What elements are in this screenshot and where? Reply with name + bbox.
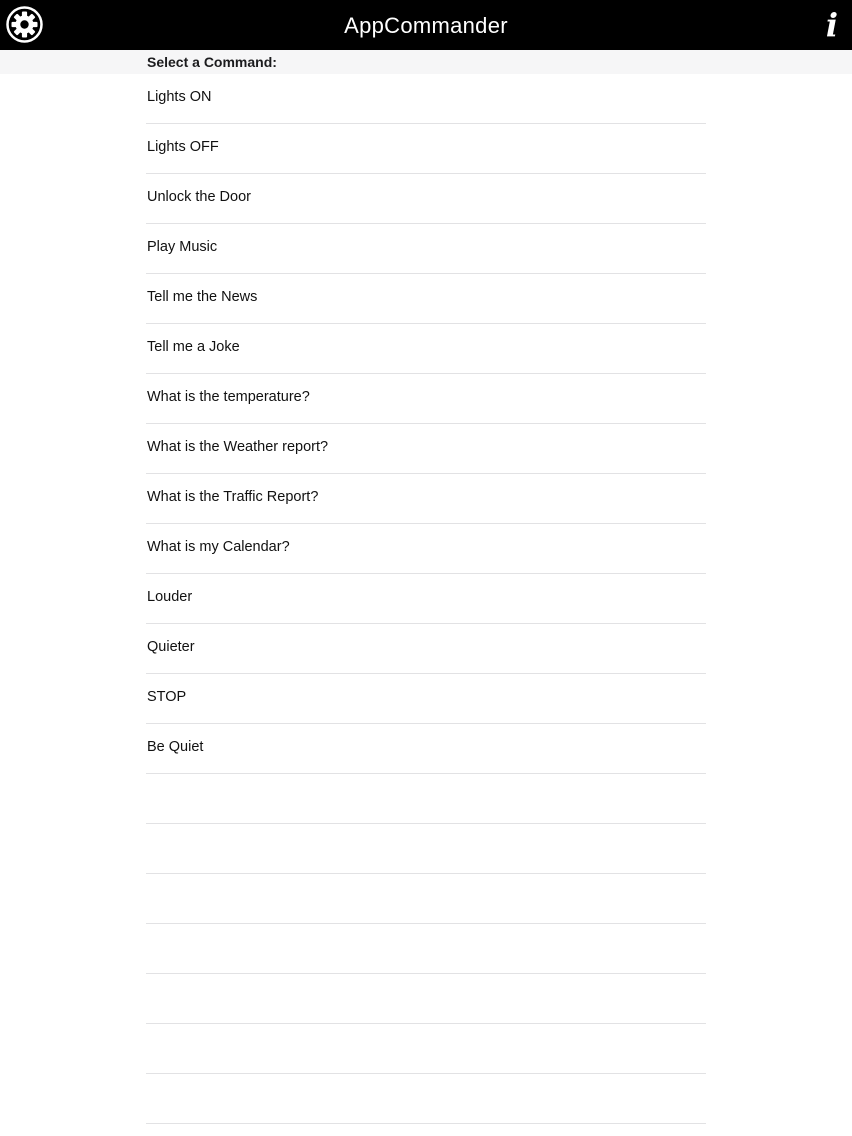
command-label: Unlock the Door: [147, 189, 251, 205]
info-icon: i: [825, 6, 839, 44]
command-row[interactable]: [146, 274, 706, 324]
command-label: Quieter: [147, 639, 195, 655]
command-row[interactable]: [146, 324, 706, 374]
command-label: What is the Weather report?: [147, 439, 329, 455]
command-label: STOP: [147, 689, 187, 705]
command-row[interactable]: [146, 174, 706, 224]
command-row[interactable]: [146, 624, 706, 674]
command-row[interactable]: [146, 724, 706, 774]
empty-row: [146, 1074, 706, 1124]
empty-row: [146, 824, 706, 874]
command-label: What is my Calendar?: [147, 539, 290, 555]
command-label: Louder: [147, 589, 193, 605]
command-label: What is the temperature?: [147, 389, 310, 405]
command-label: Be Quiet: [147, 739, 204, 755]
command-row[interactable]: [146, 524, 706, 574]
command-row[interactable]: [146, 574, 706, 624]
command-row[interactable]: [146, 224, 706, 274]
command-label: Lights ON: [147, 89, 212, 105]
info-button[interactable]: [820, 4, 844, 44]
command-row[interactable]: [146, 374, 706, 424]
command-label: Lights OFF: [147, 139, 219, 155]
empty-row: [146, 874, 706, 924]
app-title: AppCommander: [344, 13, 508, 38]
navigation-bar: [0, 0, 852, 50]
empty-row: [146, 1024, 706, 1074]
command-label: Tell me a Joke: [147, 339, 240, 355]
empty-row: [146, 974, 706, 1024]
command-row[interactable]: [146, 74, 706, 124]
command-row[interactable]: [146, 424, 706, 474]
command-label: What is the Traffic Report?: [147, 489, 319, 505]
command-row[interactable]: [146, 474, 706, 524]
command-list: [146, 74, 706, 1124]
command-label: Tell me the News: [147, 289, 258, 305]
command-row[interactable]: [146, 674, 706, 724]
section-header: [0, 50, 852, 74]
command-row[interactable]: [146, 124, 706, 174]
section-title: Select a Command:: [147, 54, 277, 70]
empty-row: [146, 924, 706, 974]
command-label: Play Music: [147, 239, 218, 255]
empty-row: [146, 774, 706, 824]
